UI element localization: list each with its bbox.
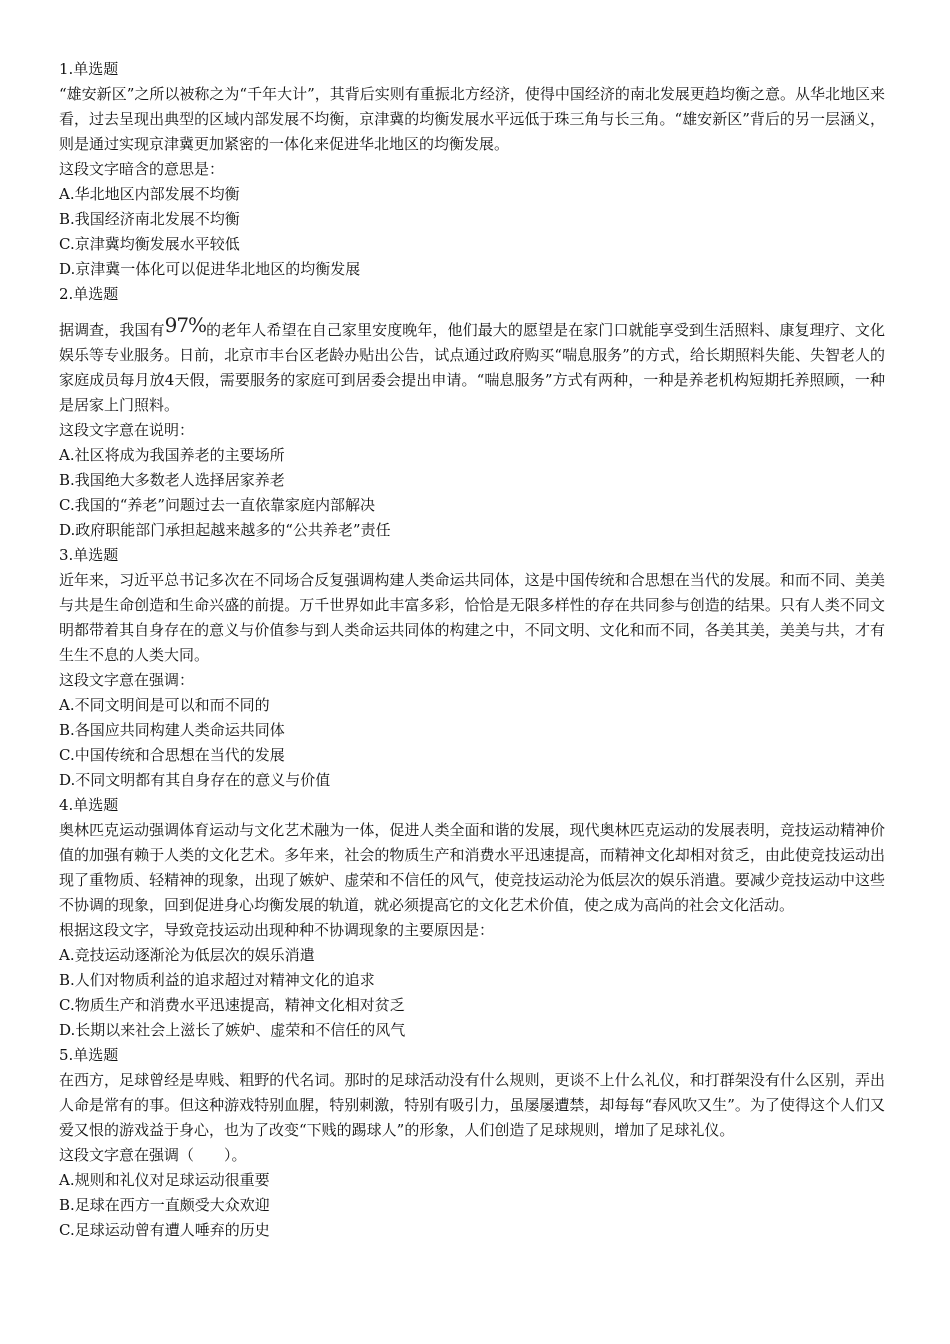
question-header: 3.单选题 xyxy=(59,546,119,564)
option-c[interactable]: C.中国传统和合思想在当代的发展 xyxy=(59,746,285,764)
question-5 xyxy=(59,1043,885,1243)
question-1 xyxy=(59,57,885,282)
question-header: 5.单选题 xyxy=(59,1046,119,1064)
question-passage xyxy=(59,313,885,418)
question-passage: 奥林匹克运动强调体育运动与文化艺术融为一体，促进人类全面和谐的发展，现代奥林匹克运动的发展表明，竞技运动精神价值的加强有赖于人类的文化艺术。多年来，社会的物质生产和消费水平迅速提高，而精神文化却相对贫乏，由此使竞技运动出现了重物质、轻精神的现象，出现了嫉妒、虚荣和不信任的风气，使竞技运动沦为低层次的娱乐消遣。要减少竞技运动中这些不协调的现象，回到促进身心均衡发展的轨道，就必须提高它的文化艺术价值，使之成为高尚的社会文化活动。 xyxy=(59,821,885,914)
option-c[interactable]: C.足球运动曾有遭人唾弃的历史 xyxy=(59,1221,270,1239)
passage-after: 的老年人希望在自己家里安度晚年，他们最大的愿望是在家门口就能享受到生活照料、康复理疗、文化娱乐等专业服务。日前，北京市丰台区老龄办贴出公告，试点通过政府购买“喘息服务”的方式，给长期照料失能、失智老人的家庭成员每月放4天假，需要服务的家庭可到居委会提出申请。“喘息服务”方式有两种，一种是养老机构短期托养照顾，一种是居家上门照料。 xyxy=(59,321,885,414)
option-a[interactable]: A.社区将成为我国养老的主要场所 xyxy=(59,446,285,464)
question-stem: 这段文字意在强调： xyxy=(59,671,195,689)
percent-value: 97% xyxy=(164,313,207,337)
option-b[interactable]: B.人们对物质利益的追求超过对精神文化的追求 xyxy=(59,971,375,989)
option-d[interactable]: D.政府职能部门承担起越来越多的“公共养老”责任 xyxy=(59,521,391,539)
question-header: 4.单选题 xyxy=(59,796,119,814)
option-b[interactable]: B.我国经济南北发展不均衡 xyxy=(59,210,240,228)
exam-page xyxy=(59,57,885,1243)
passage-before: 据调查，我国有 xyxy=(59,321,165,339)
option-c[interactable]: C.京津冀均衡发展水平较低 xyxy=(59,235,240,253)
question-passage: 近年来，习近平总书记多次在不同场合反复强调构建人类命运共同体，这是中国传统和合思想在当代的发展。和而不同、美美与共是生命创造和生命兴盛的前提。万千世界如此丰富多彩，恰恰是无限多样性的存在共同参与创造的结果。只有人类不同文明都带着其自身存在的意义与价值参与到人类命运共同体的构建之中，不同文明、文化和而不同，各美其美，美美与共，才有生生不息的人类大同。 xyxy=(59,571,885,664)
question-header: 2.单选题 xyxy=(59,285,119,303)
option-c[interactable]: C.我国的“养老”问题过去一直依靠家庭内部解决 xyxy=(59,496,376,514)
option-a[interactable]: A.不同文明间是可以和而不同的 xyxy=(59,696,270,714)
question-header: 1.单选题 xyxy=(59,60,119,78)
question-passage: 在西方，足球曾经是卑贱、粗野的代名词。那时的足球活动没有什么规则，更谈不上什么礼仪，和打群架没有什么区别，弄出人命是常有的事。但这种游戏特别血腥，特别刺激，特别有吸引力，虽屡屡遭禁，却每每“春风吹又生”。为了使得这个人们又爱又恨的游戏益于身心，也为了改变“下贱的踢球人”的形象，人们创造了足球规则，增加了足球礼仪。 xyxy=(59,1071,885,1139)
question-2 xyxy=(59,282,885,543)
question-stem: 这段文字暗含的意思是： xyxy=(59,160,225,178)
option-d[interactable]: D.京津冀一体化可以促进华北地区的均衡发展 xyxy=(59,260,361,278)
question-3 xyxy=(59,543,885,793)
question-stem: 这段文字意在强调（ ）。 xyxy=(59,1146,247,1164)
option-c[interactable]: C.物质生产和消费水平迅速提高，精神文化相对贫乏 xyxy=(59,996,405,1014)
question-passage: “雄安新区”之所以被称之为“千年大计”，其背后实则有重振北方经济，使得中国经济的南北发展更趋均衡之意。从华北地区来看，过去呈现出典型的区域内部发展不均衡，京津冀的均衡发展水平远低于珠三角与长三角。“雄安新区”背后的另一层涵义，则是通过实现京津冀更加紧密的一体化来促进华北地区的均衡发展。 xyxy=(59,85,885,153)
option-a[interactable]: A.规则和礼仪对足球运动很重要 xyxy=(59,1171,270,1189)
option-b[interactable]: B.我国绝大多数老人选择居家养老 xyxy=(59,471,285,489)
option-a[interactable]: A.竞技运动逐渐沦为低层次的娱乐消遣 xyxy=(59,946,315,964)
option-b[interactable]: B.各国应共同构建人类命运共同体 xyxy=(59,721,285,739)
option-a[interactable]: A.华北地区内部发展不均衡 xyxy=(59,185,240,203)
option-b[interactable]: B.足球在西方一直颇受大众欢迎 xyxy=(59,1196,270,1214)
question-4 xyxy=(59,793,885,1043)
question-stem: 这段文字意在说明： xyxy=(59,421,195,439)
question-stem: 根据这段文字，导致竞技运动出现种种不协调现象的主要原因是： xyxy=(59,921,495,939)
option-d[interactable]: D.不同文明都有其自身存在的意义与价值 xyxy=(59,771,331,789)
option-d[interactable]: D.长期以来社会上滋长了嫉妒、虚荣和不信任的风气 xyxy=(59,1021,406,1039)
